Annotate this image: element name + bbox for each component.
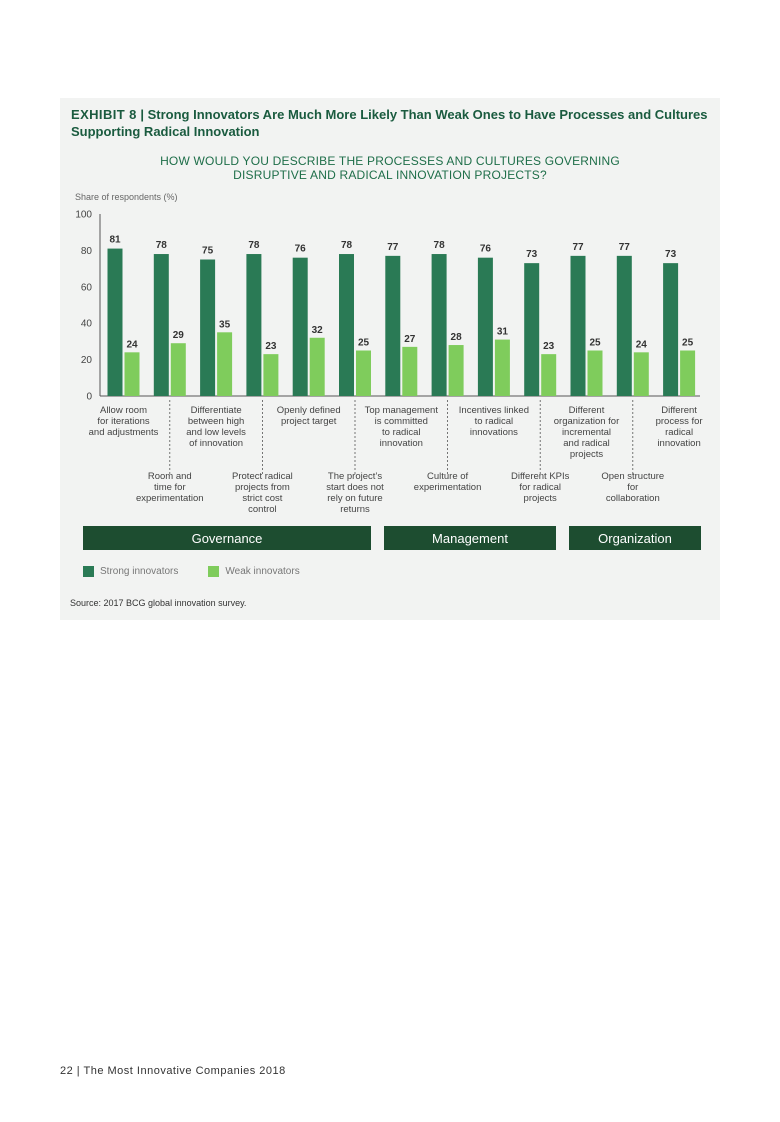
bar-weak [541, 354, 556, 396]
category-label-top: Differentiate between high and low levels of innovation [186, 405, 246, 449]
bar-strong [108, 249, 123, 396]
band-organization: Organization [569, 526, 701, 550]
y-tick-label: 20 [80, 355, 92, 367]
value-label-strong: 77 [572, 241, 584, 253]
exhibit-heading: | Strong Innovators Are Much More Likely Than Weak Ones to Have Processes and Cultures Supporting Radical Innovation [71, 107, 708, 139]
legend-item-strong [83, 566, 178, 577]
legend-swatch-strong [83, 566, 94, 577]
exhibit-label: EXHIBIT 8 [71, 107, 137, 122]
value-label-strong: 76 [294, 243, 306, 255]
value-label-strong: 73 [665, 249, 677, 261]
category-label-bottom: Culture of experimentation [413, 471, 482, 493]
bar-strong [339, 254, 354, 396]
bar-strong [617, 256, 632, 396]
value-label-weak: 28 [450, 332, 462, 344]
category-label-top: Top management is committed to radical innovation [364, 405, 438, 449]
value-label-weak: 31 [496, 326, 508, 338]
value-label-strong: 78 [248, 240, 260, 252]
category-label-bottom: Open structure for collaboration [601, 471, 665, 504]
bar-weak [449, 345, 464, 396]
value-label-weak: 35 [219, 319, 231, 331]
legend [83, 566, 330, 577]
value-label-strong: 81 [109, 234, 121, 246]
bar-strong [154, 254, 169, 396]
value-label-weak: 24 [126, 339, 138, 351]
bar-weak [171, 343, 186, 396]
value-label-weak: 27 [404, 333, 416, 345]
page-footer: 22 | The Most Innovative Companies 2018 [60, 1065, 286, 1077]
category-label-bottom: The project’s start does not rely on future returns [326, 471, 384, 515]
value-label-strong: 73 [526, 249, 538, 261]
value-label-strong: 77 [618, 241, 630, 253]
category-label-top: Different process for radical innovation [655, 405, 703, 449]
bar-weak [263, 354, 278, 396]
y-tick-label: 80 [80, 245, 92, 257]
bar-strong [663, 263, 678, 396]
value-label-weak: 25 [589, 337, 601, 349]
y-tick-label: 0 [86, 391, 92, 403]
category-label-bottom: Protect radical projects from strict cost control [232, 471, 293, 515]
bar-weak [402, 347, 417, 396]
value-label-strong: 78 [340, 240, 353, 252]
bar-strong [293, 258, 308, 396]
y-tick-label: 60 [80, 282, 92, 294]
value-label-weak: 23 [265, 341, 277, 353]
category-label-bottom: Different KPIs for radical projects [510, 471, 570, 504]
bar-weak [217, 332, 232, 396]
bar-strong [571, 256, 586, 396]
bar-weak [634, 352, 649, 396]
value-label-weak: 25 [682, 337, 694, 349]
legend-label-weak: Weak innovators [225, 566, 300, 577]
value-label-weak: 32 [311, 324, 323, 336]
value-label-strong: 75 [202, 245, 214, 257]
bar-strong [200, 260, 215, 397]
band-management: Management [384, 526, 556, 550]
bar-weak [588, 351, 603, 397]
value-label-strong: 78 [155, 240, 167, 252]
bar-strong [385, 256, 400, 396]
bar-weak [495, 340, 510, 396]
bar-weak [125, 352, 140, 396]
value-label-weak: 23 [543, 341, 555, 353]
y-tick-label: 100 [75, 209, 92, 221]
y-axis-label: Share of respondents (%) [75, 192, 178, 202]
y-tick-label: 40 [80, 318, 92, 330]
legend-swatch-weak [208, 566, 219, 577]
category-label-top: Different organization for incremental and radical projects [553, 405, 620, 460]
value-label-weak: 25 [357, 337, 370, 349]
bar-weak [680, 351, 695, 397]
category-label-bottom: Room and time for experimentation [135, 471, 204, 504]
source-note: Source: 2017 BCG global innovation survey. [70, 598, 247, 608]
value-label-strong: 77 [387, 241, 399, 253]
bar-strong [432, 254, 447, 396]
value-label-weak: 24 [635, 339, 647, 351]
value-label-strong: 76 [479, 243, 491, 255]
bar-strong [524, 263, 539, 396]
category-label-top: Incentives linked to radical innovations [458, 405, 529, 438]
value-label-weak: 29 [172, 330, 184, 342]
bar-strong [246, 254, 261, 396]
chart-title: HOW WOULD YOU DESCRIBE THE PROCESSES AND CULTURES GOVERNING DISRUPTIVE AND RADICAL INNOVATION PROJECTS? [160, 154, 620, 182]
bar-strong [478, 258, 493, 396]
legend-label-strong: Strong innovators [100, 566, 179, 577]
category-label-top: Openly defined project target [276, 405, 341, 427]
category-label-top: Allow room for iterations and adjustments [88, 405, 159, 438]
band-governance: Governance [83, 526, 371, 550]
bar-weak [310, 338, 325, 396]
bar-weak [356, 351, 371, 397]
legend-item-weak [208, 566, 299, 577]
value-label-strong: 78 [433, 240, 445, 252]
